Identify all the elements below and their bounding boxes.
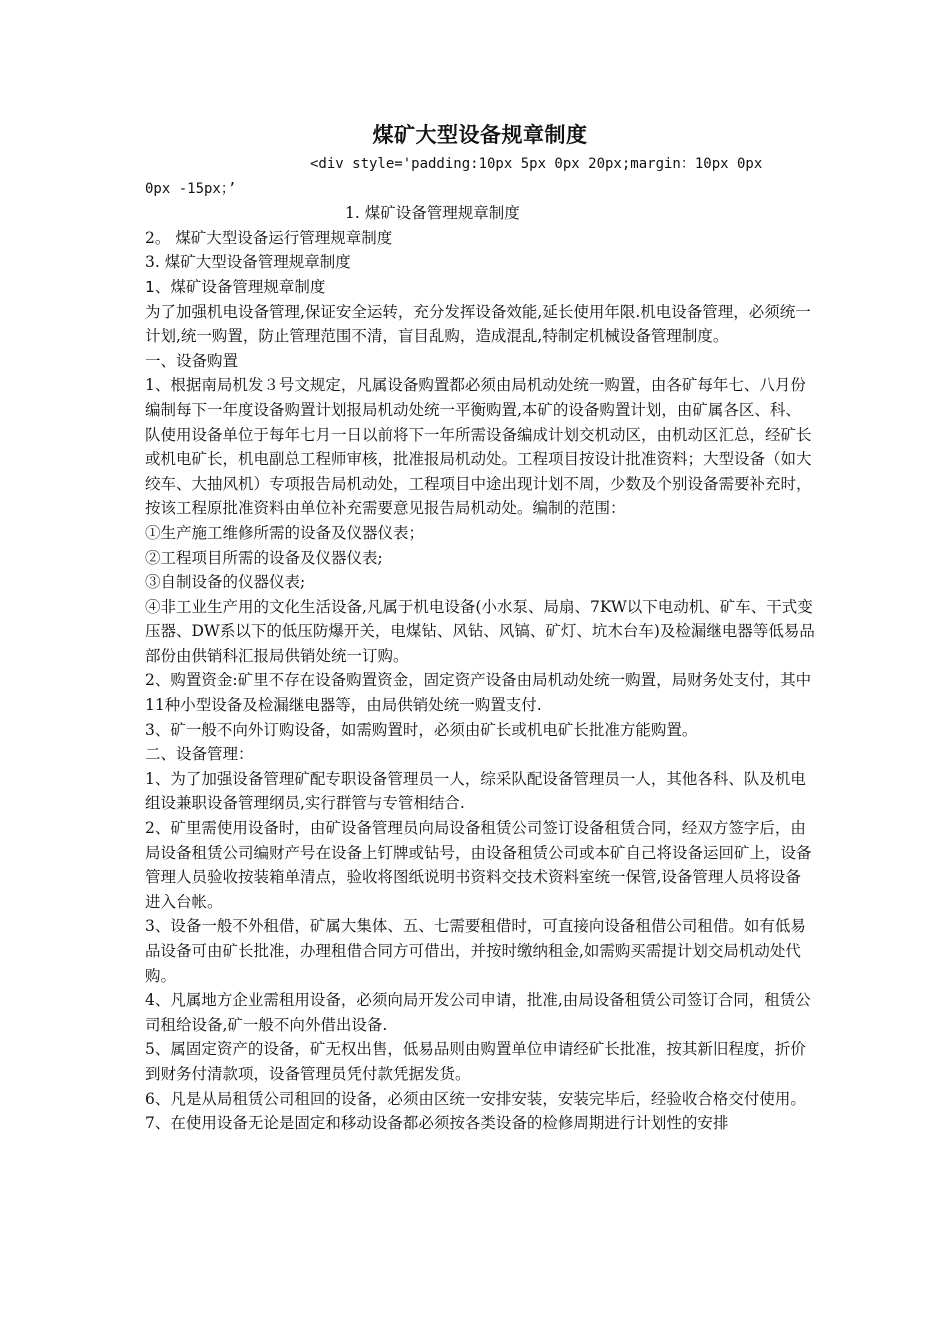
paragraph-management-3: 3、设备一般不外租借，矿属大集体、五、七需要租借时，可直接向设备租借公司租借。如有低易品设备可由矿长批准，办理租借合同方可借出，并按时缴纳租金,如需购买需提计划交局机动处代购。 <box>145 917 806 985</box>
paragraph-purchase-3: 3、矿一般不向外订购设备，如需购置时，必须由矿长或机电矿长批准方能购置。 <box>145 720 698 739</box>
list-item-circle-2: ②工程项目所需的设备及仪器仪表; <box>145 548 383 567</box>
paragraph-management-1: 1、为了加强设备管理矿配专职设备管理员一人，综采队配设备管理员一人，其他各科、队及机电组设兼职设备管理纲员,实行群管与专管相结合. <box>145 769 806 813</box>
toc-item-3: 3. 煤矿大型设备管理规章制度 <box>145 253 351 272</box>
paragraph-intro: 为了加强机电设备管理,保证安全运转，充分发挥设备效能,延长使用年限.机电设备管理，必须统一计划,统一购置，防止管理范围不清，盲目乱购，造成混乱,特制定机械设备管理制度。 <box>145 302 811 346</box>
paragraph-management-2: 2、矿里需使用设备时，由矿设备管理员向局设备租赁公司签订设备租赁合同，经双方签字后，由局设备租赁公司编财产号在设备上钉牌或钻号，由设备租赁公司或本矿自己将设备运回矿上，设备管理人员验收按装箱单清点，验收将图纸说明书资料交技术资料室统一保管,设备管理人员将设备进入台帐。 <box>145 819 812 911</box>
list-item-circle-3: ③自制设备的仪器仪表; <box>145 573 306 592</box>
paragraph-management-4: 4、凡属地方企业需租用设备，必须向局开发公司申请，批准,由局设备租赁公司签订合同，租赁公司租给设备,矿一般不向外借出设备. <box>145 991 811 1034</box>
paragraph-management-5: 5、属固定资产的设备，矿无权出售，低易品则由购置单位申请经矿长批准，按其新旧程度，折价到财务付清款项，设备管理员凭付款凭据发货。 <box>145 1040 806 1083</box>
document-title: 煤矿大型设备规章制度 <box>372 123 588 147</box>
paragraph-purchase-1: 1、根据南局机发３号文规定，凡属设备购置都必须由局机动处统一购置，由各矿每年七、八月份编制每下一年度设备购置计划报局机动处统一平衡购置,本矿的设备购置计划，由矿属各区、科、队使用设备单位于每年七月一日以前将下一年所需设备编成计划交机动区，由机动区汇总，经矿长或机电矿长，机电副总工程师审核，批准报局机动处。工程项目按设计批准资料；大型设备（如大绞车、大抽风机）专项报告局机动处，工程项目中途出现计划不周，少数及个别设备需要补充时，按该工程原批准资料由单位补充需要意见报告局机动处。编制的范围： <box>145 376 812 518</box>
toc-item-1: 1. 煤矿设备管理规章制度 <box>345 204 520 223</box>
paragraph-management-7: 7、在使用设备无论是固定和移动设备都必须按各类设备的检修周期进行计划性的安排 <box>145 1114 729 1133</box>
paragraph-management-6: 6、凡是从局租赁公司租回的设备，必须由区统一安排安装，安装完毕后，经验收合格交付使用。 <box>145 1089 806 1108</box>
list-item-circle-4: ④非工业生产用的文化生活设备,凡属于机电设备(小水泵、局扇、7KW以下电动机、矿车、干式变压器、DW系以下的低压防爆开关，电煤钻、风钻、风镐、矿灯、坑木台车)及检漏继电器等低易品部份由供销科汇报局供销处统一订购。 <box>145 597 815 665</box>
document-content <box>145 118 815 1136</box>
heading-equipment-management: 二、设备管理： <box>145 745 254 764</box>
paragraph-purchase-2: 2、购置资金:矿里不存在设备购置资金，固定资产设备由局机动处统一购置，局财务处支付，其中11种小型设备及检漏继电器等，由局供销处统一购置支付. <box>145 671 812 715</box>
list-item-circle-1: ①生产施工维修所需的设备及仪器仪表； <box>145 523 425 542</box>
heading-equipment-purchase: 一、设备购置 <box>145 351 239 370</box>
code-text-line-2: 0px -15px；’ <box>145 180 237 197</box>
code-text-line-1: <div style='padding:10px 5px 0px 20px;margin：10px 0px <box>310 156 763 172</box>
section-heading-1: 1、煤矿设备管理规章制度 <box>145 277 326 296</box>
toc-item-2: 2。 煤矿大型设备运行管理规章制度 <box>145 228 393 247</box>
